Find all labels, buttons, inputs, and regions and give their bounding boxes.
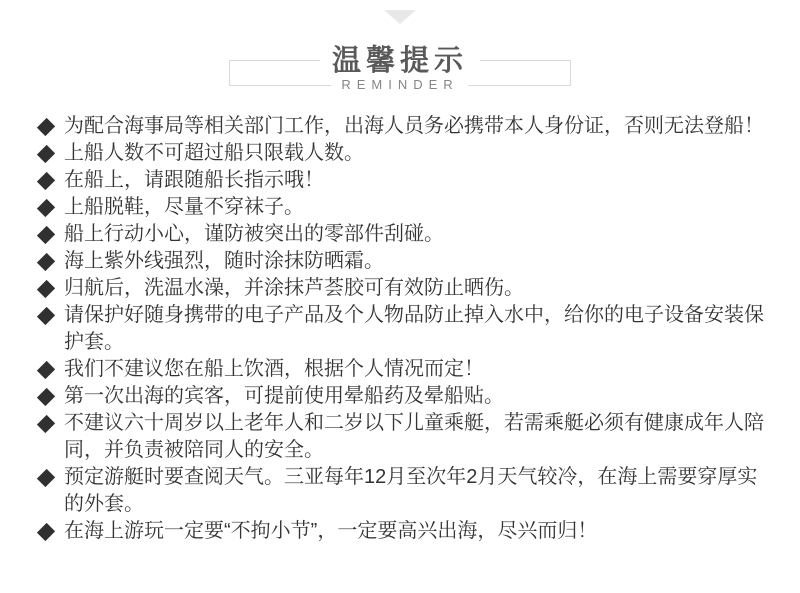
diamond-shape [37, 252, 55, 270]
reminder-text: 海上紫外线强烈，随时涂抹防晒霜。 [64, 250, 384, 272]
page-subtitle: REMINDER [331, 78, 468, 92]
reminder-item [36, 140, 770, 167]
reminder-item [36, 275, 770, 302]
diamond-shape [37, 117, 55, 135]
page-title: 温馨提示 [320, 45, 480, 77]
reminder-list [36, 113, 770, 545]
diamond-bullet-icon [36, 194, 56, 221]
diamond-shape [37, 522, 55, 540]
reminder-text: 上船脱鞋，尽量不穿袜子。 [64, 196, 304, 218]
diamond-shape [37, 279, 55, 297]
reminder-item [36, 194, 770, 221]
reminder-item [36, 221, 770, 248]
reminder-page [0, 10, 800, 593]
reminder-item [36, 518, 770, 545]
diamond-shape [37, 225, 55, 243]
diamond-bullet-icon [36, 221, 56, 248]
reminder-text: 为配合海事局等相关部门工作，出海人员务必携带本人身份证，否则无法登船！ [64, 115, 764, 137]
reminder-text: 船上行动小心，谨防被突出的零部件刮碰。 [64, 223, 444, 245]
diamond-shape [37, 387, 55, 405]
reminder-text: 预定游艇时要查阅天气。三亚每年12月至次年2月天气较冷，在海上需要穿厚实的外套。 [64, 466, 758, 515]
reminder-item [36, 410, 770, 464]
reminder-item [36, 113, 770, 140]
diamond-bullet-icon [36, 356, 56, 383]
diamond-shape [37, 360, 55, 378]
reminder-item [36, 383, 770, 410]
reminder-text: 上船人数不可超过船只限载人数。 [64, 142, 364, 164]
diamond-shape [37, 306, 55, 324]
diamond-bullet-icon [36, 464, 56, 491]
diamond-bullet-icon [36, 518, 56, 545]
diamond-bullet-icon [36, 410, 56, 437]
title-box [229, 45, 571, 92]
diamond-bullet-icon [36, 113, 56, 140]
diamond-shape [37, 468, 55, 486]
reminder-item [36, 248, 770, 275]
diamond-bullet-icon [36, 302, 56, 329]
reminder-text: 第一次出海的宾客，可提前使用晕船药及晕船贴。 [64, 385, 504, 407]
diamond-shape [37, 198, 55, 216]
reminder-text: 我们不建议您在船上饮酒，根据个人情况而定！ [64, 358, 484, 380]
diamond-bullet-icon [36, 275, 56, 302]
diamond-shape [37, 414, 55, 432]
reminder-text: 不建议六十周岁以上老年人和二岁以下儿童乘艇，若需乘艇必须有健康成年人陪同，并负责被陪同人的安全。 [64, 412, 764, 461]
reminder-text: 在船上，请跟随船长指示哦！ [64, 169, 324, 191]
reminder-item [36, 356, 770, 383]
down-triangle-icon [384, 10, 416, 24]
diamond-bullet-icon [36, 383, 56, 410]
reminder-item [36, 464, 770, 518]
reminder-item [36, 167, 770, 194]
diamond-bullet-icon [36, 248, 56, 275]
diamond-shape [37, 171, 55, 189]
reminder-text: 请保护好随身携带的电子产品及个人物品防止掉入水中，给你的电子设备安装保护套。 [64, 304, 764, 353]
diamond-shape [37, 144, 55, 162]
diamond-bullet-icon [36, 167, 56, 194]
reminder-item [36, 302, 770, 356]
diamond-bullet-icon [36, 140, 56, 167]
reminder-text: 在海上游玩一定要“不拘小节”，一定要高兴出海，尽兴而归！ [64, 520, 598, 542]
reminder-text: 归航后，洗温水澡，并涂抹芦荟胶可有效防止晒伤。 [64, 277, 524, 299]
